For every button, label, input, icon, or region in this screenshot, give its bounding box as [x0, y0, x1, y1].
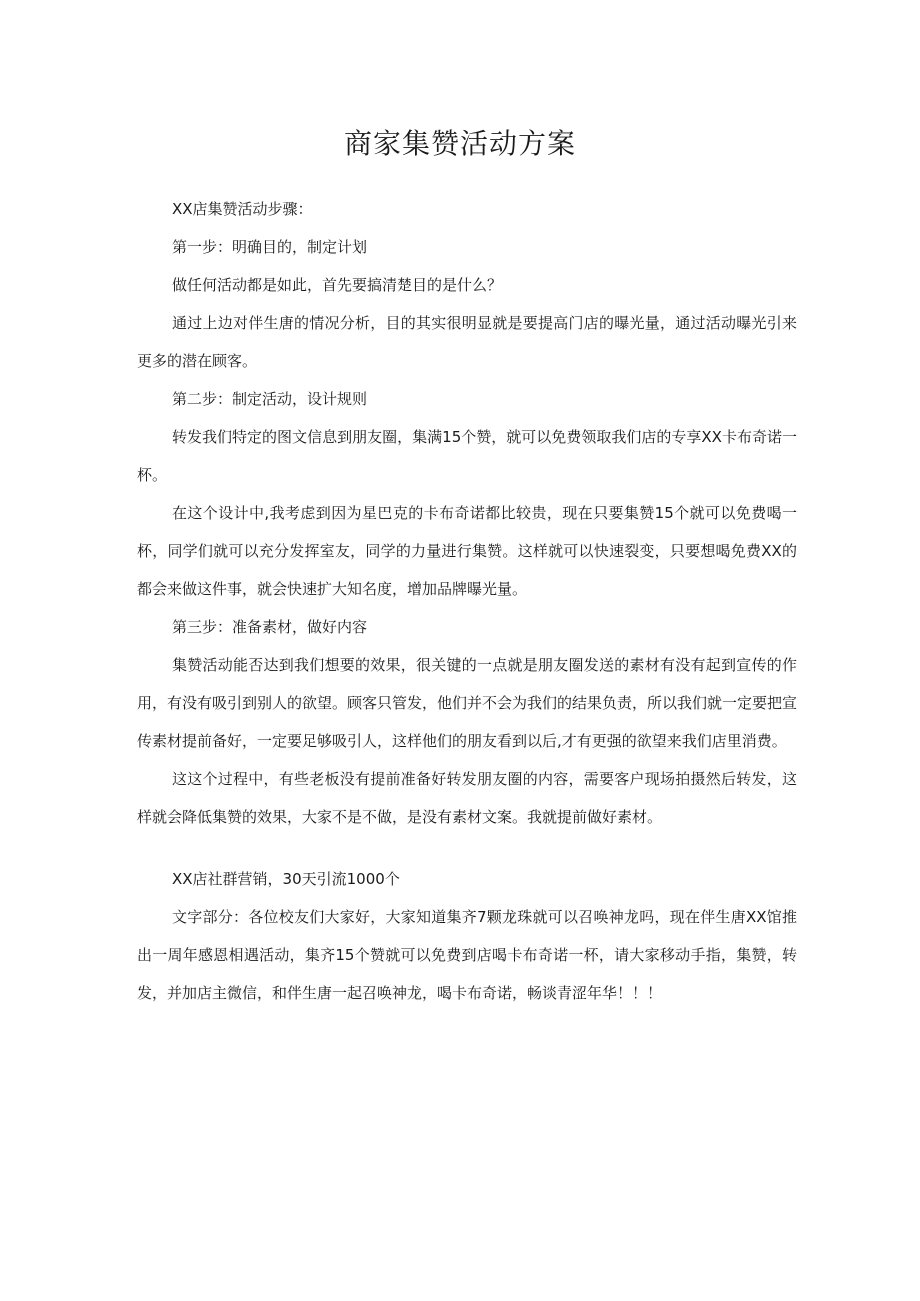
document-body	[137, 190, 797, 1012]
paragraph-step-one-heading: 第一步：明确目的，制定计划	[172, 238, 368, 256]
paragraph-step-three-heading: 第三步：准备素材，做好内容	[172, 618, 368, 636]
paragraph-step-two-design: 在这个设计中,我考虑到因为星巴克的卡布奇诺都比较贵，现在只要集赞15个就可以免费喝一杯，同学们就可以充分发挥室友，同学的力量进行集赞。这样就可以快速裂变，只要想喝免费XX的都会来做这件事，就会快速扩大知名度，增加品牌曝光量。	[137, 504, 797, 598]
paragraph-copywriting: 文字部分：各位校友们大家好，大家知道集齐7颗龙珠就可以召唤神龙吗，现在伴生唐XX馆推出一周年感恩相遇活动，集齐15个赞就可以免费到店喝卡布奇诺一杯，请大家移动手指，集赞，转发，并加店主微信，和伴生唐一起召唤神龙，喝卡布奇诺，畅谈青涩年华！！！	[137, 908, 797, 1002]
paragraph-activity-steps-heading: XX店集赞活动步骤：	[172, 200, 313, 218]
paragraph-step-three-materials: 集赞活动能否达到我们想要的效果，很关键的一点就是朋友圈发送的素材有没有起到宣传的作用，有没有吸引到别人的欲望。顾客只管发，他们并不会为我们的结果负责，所以我们就一定要把宣传素材提前备好，一定要足够吸引人，这样他们的朋友看到以后,才有更强的欲望来我们店里消费。	[137, 656, 798, 750]
paragraph-step-two-heading: 第二步：制定活动，设计规则	[172, 390, 368, 408]
paragraph-step-three-process: 这这个过程中，有些老板没有提前准备好转发朋友圈的内容，需要客户现场拍摄然后转发，这样就会降低集赞的效果，大家不是不做，是没有素材文案。我就提前做好素材。	[137, 770, 797, 826]
paragraph-community-marketing-heading: XX店社群营销，30天引流1000个	[172, 870, 400, 888]
document-title: 商家集赞活动方案	[343, 127, 576, 160]
paragraph-step-one-analysis: 通过上边对伴生唐的情况分析，目的其实很明显就是要提高门店的曝光量，通过活动曝光引来更多的潜在顾客。	[137, 314, 797, 370]
paragraph-step-one-question: 做任何活动都是如此，首先要搞清楚目的是什么？	[172, 276, 503, 294]
paragraph-step-two-rule: 转发我们特定的图文信息到朋友圈，集满15个赞，就可以免费领取我们店的专享XX卡布奇诺一杯。	[137, 428, 797, 484]
